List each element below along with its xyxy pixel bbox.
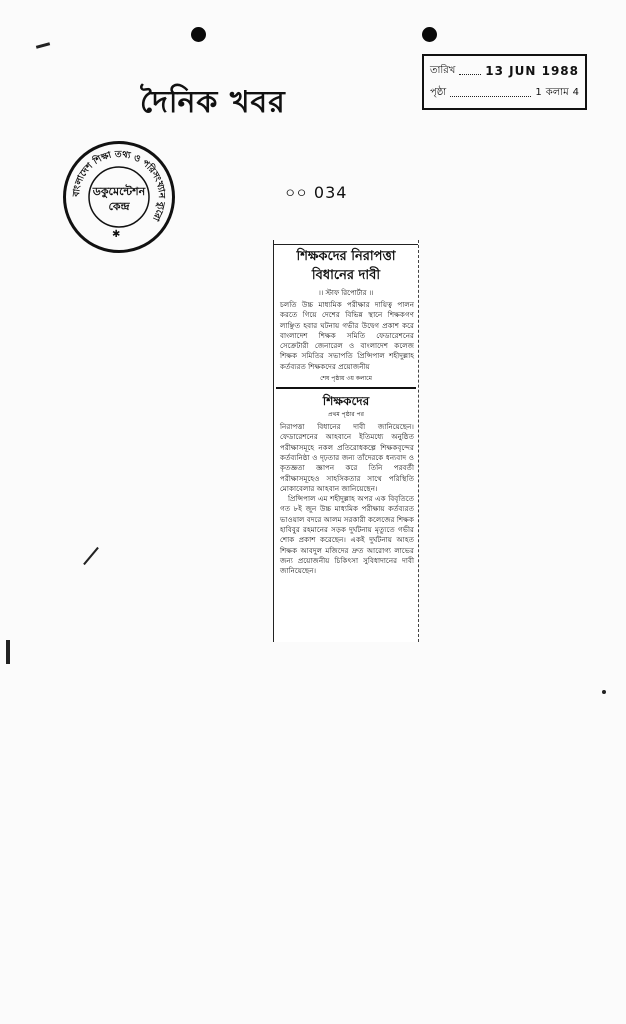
seal-center-line1: ডকুমেন্টেশন [92,185,146,198]
clipping-paragraph-1: চলতি উচ্চ মাধ্যমিক পরীক্ষার দায়িত্ব পালন করতে গিয়ে দেশের বিভিন্ন স্থানে শিক্ষকগণ লাঞ্ছিত হবার ঘটনায় গভীর উদ্বেগ প্রকাশ করে বাংলাদেশ শিক্ষক সমিতি ফেডারেশনের সেক্রেটারী জেনারেল ও বাংলাদেশ কলেজ শিক্ষক সমিতির সভাপতি প্রিন্সিপাল শহীদুল্লাহ কর্তব্যরত শিক্ষকদের প্রয়োজনীয় [280,300,414,371]
documentation-centre-seal [63,141,175,253]
reference-number: ০০ 034 [285,183,348,202]
punch-hole-left [191,27,206,42]
punch-hole-right [422,27,437,42]
clipping-continued-note: শেষ পৃষ্ঠায় ৩য় কলামে [320,375,372,383]
column-label: কলাম [545,87,569,98]
clipping-divider [276,387,416,389]
clipping-continued-from: প্রথম পৃষ্ঠার পর [328,411,364,419]
page-line [450,82,531,97]
seal-center-line2: কেন্দ্র [108,200,130,213]
newspaper-name: দৈনিক খবর [140,85,286,120]
clipping-headline-2: শিক্ষকদের [322,394,370,409]
seal-ring-text: বাংলাদেশ শিক্ষা তথ্য ও পরিসংখ্যান ব্যুরো [71,149,167,223]
seal-star-icon: ✱ [112,229,121,240]
page-label: পৃষ্ঠা [430,87,447,98]
scan-mark [6,640,10,664]
column-value: 4 [572,87,579,98]
scan-mark [602,690,606,694]
scan-mark [36,42,50,49]
clipping-headline: শিক্ষকদের নিরাপত্তা বিধানের দাবী [274,244,418,285]
date-label: তারিখ [430,65,456,76]
date-stamp [422,54,587,110]
clipping-byline: ।। স্টাফ রিপোর্টার ।। [318,289,374,297]
page-value: 1 [535,87,542,98]
seal-center [66,184,172,214]
newspaper-clipping [273,240,419,642]
clipping-paragraph-3: প্রিন্সিপাল এম শহীদুল্লাহ অপর এক বিবৃতিতে গত ৮ই জুন উচ্চ মাধ্যমিক পরীক্ষায় কর্তব্যরত ভাওয়াল বদরে আলম সরকারী কলেজের শিক্ষক হাবিবুর রহমানের সড়ক দুর্ঘটনায় মৃত্যুতে গভীর শোক প্রকাশ করেছেন। একই দুর্ঘটনায় আহত শিক্ষক আবদুল মজিদের দ্রুত আরোগ্য লাভের জন্য প্রয়োজনীয় চিকিৎসা সুবিধাদানের দাবী জানিয়েছেন। [280,494,414,576]
date-value: 13 JUN 1988 [485,64,579,78]
clipping-paragraph-2: নিরাপত্তা বিধানের দাবী জানিয়েছেন। ফেডারেশনের আহবানে ইতিমধ্যে অনুষ্ঠিত পরীক্ষাসমূহে নকল প্রতিরোধকল্পে শিক্ষকবৃন্দের কর্তব্যনিষ্ঠা ও দৃঢ়তার জন্য তাঁদেরকে ধন্যবাদ ও কৃতজ্ঞতা জ্ঞাপন করে তিনি পরবর্তী পরীক্ষাসমূহেও সাহসিকতার সাথে পরিস্থিতি মোকাবেলার আহবান জানিয়েছেন। [280,422,414,493]
date-line [459,60,481,75]
scan-mark [83,547,99,565]
